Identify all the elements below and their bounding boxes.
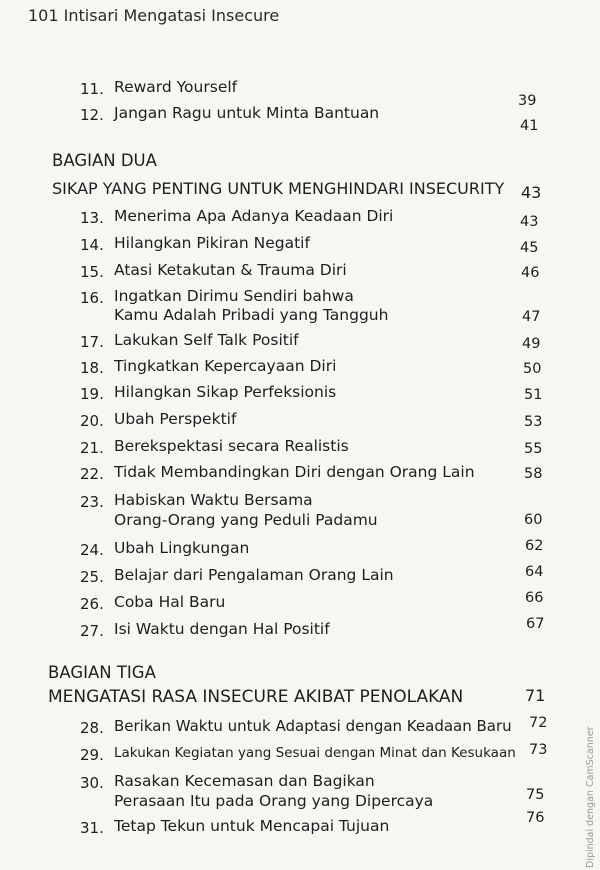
entry-number: 18.	[80, 359, 104, 377]
entry-title-continued: Perasaan Itu pada Orang yang Dipercaya	[114, 792, 434, 810]
entry-number: 31.	[80, 819, 104, 837]
entry-number: 25.	[80, 568, 104, 586]
part-label: BAGIAN TIGA	[48, 663, 156, 682]
entry-number: 20.	[80, 412, 104, 430]
entry-title: Berekspektasi secara Realistis	[114, 437, 349, 455]
entry-page: 60	[524, 512, 543, 528]
entry-number: 30.	[80, 774, 104, 792]
entry-title: Habiskan Waktu Bersama	[114, 491, 313, 509]
entry-number: 24.	[80, 541, 104, 559]
entry-title: Atasi Ketakutan & Trauma Diri	[114, 261, 347, 279]
entry-page: 66	[525, 590, 544, 606]
part-title: SIKAP YANG PENTING UNTUK MENGHINDARI INSECURITY	[52, 179, 505, 198]
entry-number: 12.	[80, 106, 104, 124]
entry-page: 39	[518, 93, 537, 109]
entry-number: 15.	[80, 263, 104, 281]
entry-title: Ubah Lingkungan	[114, 539, 250, 557]
entry-title: Lakukan Self Talk Positif	[114, 331, 299, 349]
entry-number: 16.	[80, 289, 104, 307]
entry-page: 72	[529, 715, 548, 731]
entry-number: 27.	[80, 622, 104, 640]
part-page: 43	[521, 183, 542, 202]
entry-number: 21.	[80, 439, 104, 457]
entry-number: 23.	[80, 493, 104, 511]
entry-page: 53	[524, 414, 543, 430]
entry-number: 22.	[80, 465, 104, 483]
entry-page: 75	[526, 787, 545, 803]
running-header: 101 Intisari Mengatasi Insecure	[28, 6, 280, 25]
entry-title: Reward Yourself	[114, 78, 238, 96]
entry-page: 46	[521, 265, 540, 281]
entry-title: Menerima Apa Adanya Keadaan Diri	[114, 207, 394, 225]
entry-page: 49	[522, 336, 541, 352]
entry-page: 64	[525, 564, 544, 580]
entry-page: 41	[520, 118, 539, 134]
entry-number: 26.	[80, 595, 104, 613]
entry-number: 17.	[80, 333, 104, 351]
entry-page: 45	[520, 240, 539, 256]
entry-title: Lakukan Kegiatan yang Sesuai dengan Minat dan Kesukaan	[114, 745, 516, 761]
entry-page: 43	[520, 214, 539, 230]
entry-title: Belajar dari Pengalaman Orang Lain	[114, 566, 394, 584]
entry-number: 29.	[80, 746, 104, 764]
entry-number: 14.	[80, 236, 104, 254]
entry-page: 67	[526, 616, 545, 632]
entry-page: 62	[525, 538, 544, 554]
entry-title: Isi Waktu dengan Hal Positif	[114, 620, 330, 638]
entry-number: 28.	[80, 719, 104, 737]
entry-title: Jangan Ragu untuk Minta Bantuan	[114, 104, 380, 122]
part-page: 71	[525, 686, 546, 705]
entry-title: Berikan Waktu untuk Adaptasi dengan Keadaan Baru	[114, 717, 512, 735]
entry-title: Ingatkan Dirimu Sendiri bahwa	[114, 287, 354, 305]
part-label: BAGIAN DUA	[52, 151, 157, 170]
part-title: MENGATASI RASA INSECURE AKIBAT PENOLAKAN	[48, 687, 464, 707]
entry-title-continued: Orang-Orang yang Peduli Padamu	[114, 511, 378, 529]
entry-number: 19.	[80, 385, 104, 403]
entry-page: 73	[529, 742, 548, 758]
entry-page: 51	[524, 387, 543, 403]
entry-number: 11.	[80, 80, 104, 98]
entry-title: Tetap Tekun untuk Mencapai Tujuan	[114, 817, 390, 835]
entry-page: 50	[523, 361, 542, 377]
entry-title: Hilangkan Sikap Perfeksionis	[114, 383, 337, 401]
entry-number: 13.	[80, 209, 104, 227]
entry-page: 76	[526, 810, 545, 826]
entry-page: 58	[524, 466, 543, 482]
entry-page: 47	[522, 309, 541, 325]
entry-page: 55	[524, 441, 543, 457]
entry-title: Coba Hal Baru	[114, 593, 226, 611]
entry-title: Tidak Membandingkan Diri dengan Orang Lain	[114, 463, 475, 481]
entry-title: Ubah Perspektif	[114, 410, 237, 428]
entry-title: Tingkatkan Kepercayaan Diri	[114, 357, 337, 375]
entry-title-continued: Kamu Adalah Pribadi yang Tangguh	[114, 306, 389, 324]
entry-title: Hilangkan Pikiran Negatif	[114, 234, 310, 252]
scanner-watermark: Dipindai dengan CamScanner	[585, 726, 596, 868]
entry-title: Rasakan Kecemasan dan Bagikan	[114, 772, 375, 790]
